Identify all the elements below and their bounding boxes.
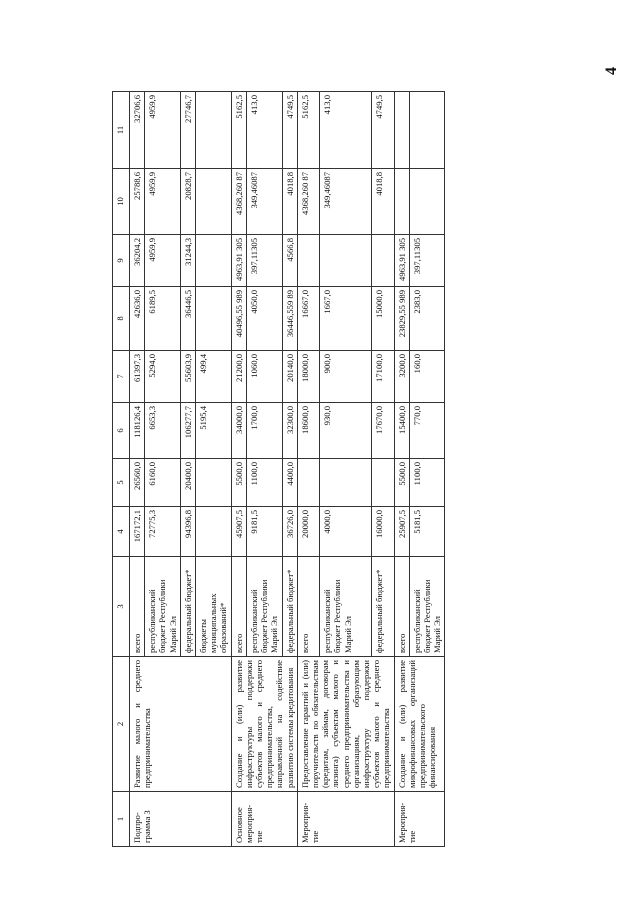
column-header: 2: [113, 657, 130, 792]
value-cell: 5500,0: [231, 459, 246, 507]
value-cell: 4959,9: [145, 92, 181, 169]
column-header: 5: [113, 459, 130, 507]
value-cell: 397,11305: [409, 235, 445, 287]
table-row: [394, 92, 409, 847]
value-cell: 3200,0: [394, 351, 409, 403]
value-cell: 25907,5: [394, 507, 409, 557]
table-row: [297, 92, 319, 847]
value-cell: 413,0: [246, 92, 282, 169]
value-cell: 6189,5: [145, 287, 181, 351]
funding-source-cell: всего: [394, 557, 409, 657]
value-cell: 27746,7: [180, 92, 195, 169]
row-type-cell: Основное мероприя-тие: [231, 792, 297, 847]
value-cell: 2383,0: [409, 287, 445, 351]
value-cell: 36204,2: [130, 235, 145, 287]
value-cell: 21200,0: [231, 351, 246, 403]
value-cell: 5195,4: [196, 403, 232, 459]
value-cell: [320, 235, 372, 287]
value-cell: 5162,5: [297, 92, 319, 169]
funding-source-cell: всего: [130, 557, 145, 657]
value-cell: 20000,0: [297, 507, 319, 557]
value-cell: 413,0: [320, 92, 372, 169]
table-row: [130, 92, 145, 847]
value-cell: 5500,0: [394, 459, 409, 507]
column-header: 1: [113, 792, 130, 847]
value-cell: [297, 235, 319, 287]
value-cell: 4963,91 305: [231, 235, 246, 287]
funding-source-cell: всего: [297, 557, 319, 657]
value-cell: 36446,5: [180, 287, 195, 351]
row-description-cell: Создание и (или) развитие микрофинансовых организаций предпринимательского финансирования: [394, 657, 445, 792]
funding-source-cell: республиканский бюджет Республики Марий Эл: [409, 557, 445, 657]
value-cell: 770,0: [409, 403, 445, 459]
value-cell: 106277,7: [180, 403, 195, 459]
value-cell: [372, 235, 394, 287]
value-cell: 5162,5: [231, 92, 246, 169]
funding-source-cell: республиканский бюджет Республики Марий Эл: [320, 557, 372, 657]
value-cell: 40496,55 989: [231, 287, 246, 351]
value-cell: 4050,0: [246, 287, 282, 351]
value-cell: [196, 459, 232, 507]
value-cell: 4018,8: [282, 169, 297, 235]
row-type-cell: Мероприя-тие: [297, 792, 394, 847]
value-cell: [196, 287, 232, 351]
value-cell: 4368,260 87: [231, 169, 246, 235]
value-cell: 1100,0: [409, 459, 445, 507]
value-cell: 17670,0: [372, 403, 394, 459]
funding-source-cell: всего: [231, 557, 246, 657]
rotated-table-container: [112, 92, 610, 847]
value-cell: 61397,3: [130, 351, 145, 403]
row-description-cell: Создание и (или) развитие инфраструктуры поддержки субъектов малого и среднего предпринимательства, направленной на содействие развитию системы кредитования: [231, 657, 297, 792]
value-cell: 6160,0: [145, 459, 181, 507]
value-cell: 5294,0: [145, 351, 181, 403]
column-header: 4: [113, 507, 130, 557]
value-cell: [196, 92, 232, 169]
value-cell: 31244,3: [180, 235, 195, 287]
row-description-cell: Предоставление гарантий и (или) поручительств по обязательствам (кредитам, займам, договорам лизинга) субъектам малого и среднего предпринимательства и организациям, образующим инфраструктуру поддержки субъектов малого и среднего предпринимательства: [297, 657, 394, 792]
table-body: [130, 92, 445, 847]
value-cell: 4368,260 87: [297, 169, 319, 235]
column-header: 9: [113, 235, 130, 287]
column-header: 8: [113, 287, 130, 351]
value-cell: 16000,0: [372, 507, 394, 557]
value-cell: [394, 169, 409, 235]
column-header: 7: [113, 351, 130, 403]
value-cell: [196, 507, 232, 557]
value-cell: 4749,5: [282, 92, 297, 169]
value-cell: 36726,0: [282, 507, 297, 557]
value-cell: 1667,0: [320, 287, 372, 351]
value-cell: 167172,1: [130, 507, 145, 557]
value-cell: 15000,0: [372, 287, 394, 351]
row-type-cell: Подпро-грамма 3: [130, 792, 232, 847]
value-cell: 17100,0: [372, 351, 394, 403]
value-cell: 4018,8: [372, 169, 394, 235]
value-cell: 160,0: [409, 351, 445, 403]
value-cell: 18600,0: [297, 403, 319, 459]
value-cell: 18000,0: [297, 351, 319, 403]
value-cell: 397,11305: [246, 235, 282, 287]
value-cell: [320, 459, 372, 507]
row-description-cell: Развитие малого и среднего предпринимательства: [130, 657, 232, 792]
value-cell: 36446,559 89: [282, 287, 297, 351]
value-cell: 32706,6: [130, 92, 145, 169]
value-cell: 20140,0: [282, 351, 297, 403]
value-cell: 26560,0: [130, 459, 145, 507]
value-cell: 4959,9: [145, 169, 181, 235]
value-cell: 15400,0: [394, 403, 409, 459]
page-number: 4: [603, 67, 620, 75]
value-cell: 23829,55 989: [394, 287, 409, 351]
budget-table: [112, 91, 445, 847]
value-cell: [409, 92, 445, 169]
value-cell: 5181,5: [409, 507, 445, 557]
value-cell: 42636,0: [130, 287, 145, 351]
value-cell: 4000,0: [320, 507, 372, 557]
value-cell: 94396,8: [180, 507, 195, 557]
table-row: [231, 92, 246, 847]
value-cell: [196, 235, 232, 287]
value-cell: [297, 459, 319, 507]
value-cell: 32300,0: [282, 403, 297, 459]
value-cell: 34000,0: [231, 403, 246, 459]
value-cell: 9181,5: [246, 507, 282, 557]
value-cell: 4959,9: [145, 235, 181, 287]
value-cell: [372, 459, 394, 507]
value-cell: 6653,3: [145, 403, 181, 459]
funding-source-cell: республиканский бюджет Республики Марий Эл: [246, 557, 282, 657]
value-cell: 349,46087: [320, 169, 372, 235]
value-cell: 499,4: [196, 351, 232, 403]
column-header: 3: [113, 557, 130, 657]
value-cell: 4749,5: [372, 92, 394, 169]
value-cell: [394, 92, 409, 169]
value-cell: 55603,9: [180, 351, 195, 403]
value-cell: 16667,0: [297, 287, 319, 351]
value-cell: 118126,4: [130, 403, 145, 459]
funding-source-cell: федеральный бюджет*: [372, 557, 394, 657]
value-cell: 45907,5: [231, 507, 246, 557]
value-cell: 1700,0: [246, 403, 282, 459]
column-header: 6: [113, 403, 130, 459]
funding-source-cell: федеральный бюджет*: [282, 557, 297, 657]
value-cell: 1060,0: [246, 351, 282, 403]
value-cell: 349,46087: [246, 169, 282, 235]
value-cell: [196, 169, 232, 235]
value-cell: 1100,0: [246, 459, 282, 507]
column-header: 11: [113, 92, 130, 169]
value-cell: 4400,0: [282, 459, 297, 507]
value-cell: 20400,0: [180, 459, 195, 507]
value-cell: 4566,8: [282, 235, 297, 287]
value-cell: 72775,3: [145, 507, 181, 557]
row-type-cell: Мероприя-тие: [394, 792, 445, 847]
funding-source-cell: бюджеты муниципальных образований*: [196, 557, 232, 657]
value-cell: [409, 169, 445, 235]
column-header: 10: [113, 169, 130, 235]
funding-source-cell: республиканский бюджет Республики Марий Эл: [145, 557, 181, 657]
value-cell: 900,0: [320, 351, 372, 403]
value-cell: 25788,6: [130, 169, 145, 235]
value-cell: 4963,91 305: [394, 235, 409, 287]
funding-source-cell: федеральный бюджет*: [180, 557, 195, 657]
value-cell: 20828,7: [180, 169, 195, 235]
value-cell: 930,0: [320, 403, 372, 459]
header-row: [113, 92, 130, 847]
